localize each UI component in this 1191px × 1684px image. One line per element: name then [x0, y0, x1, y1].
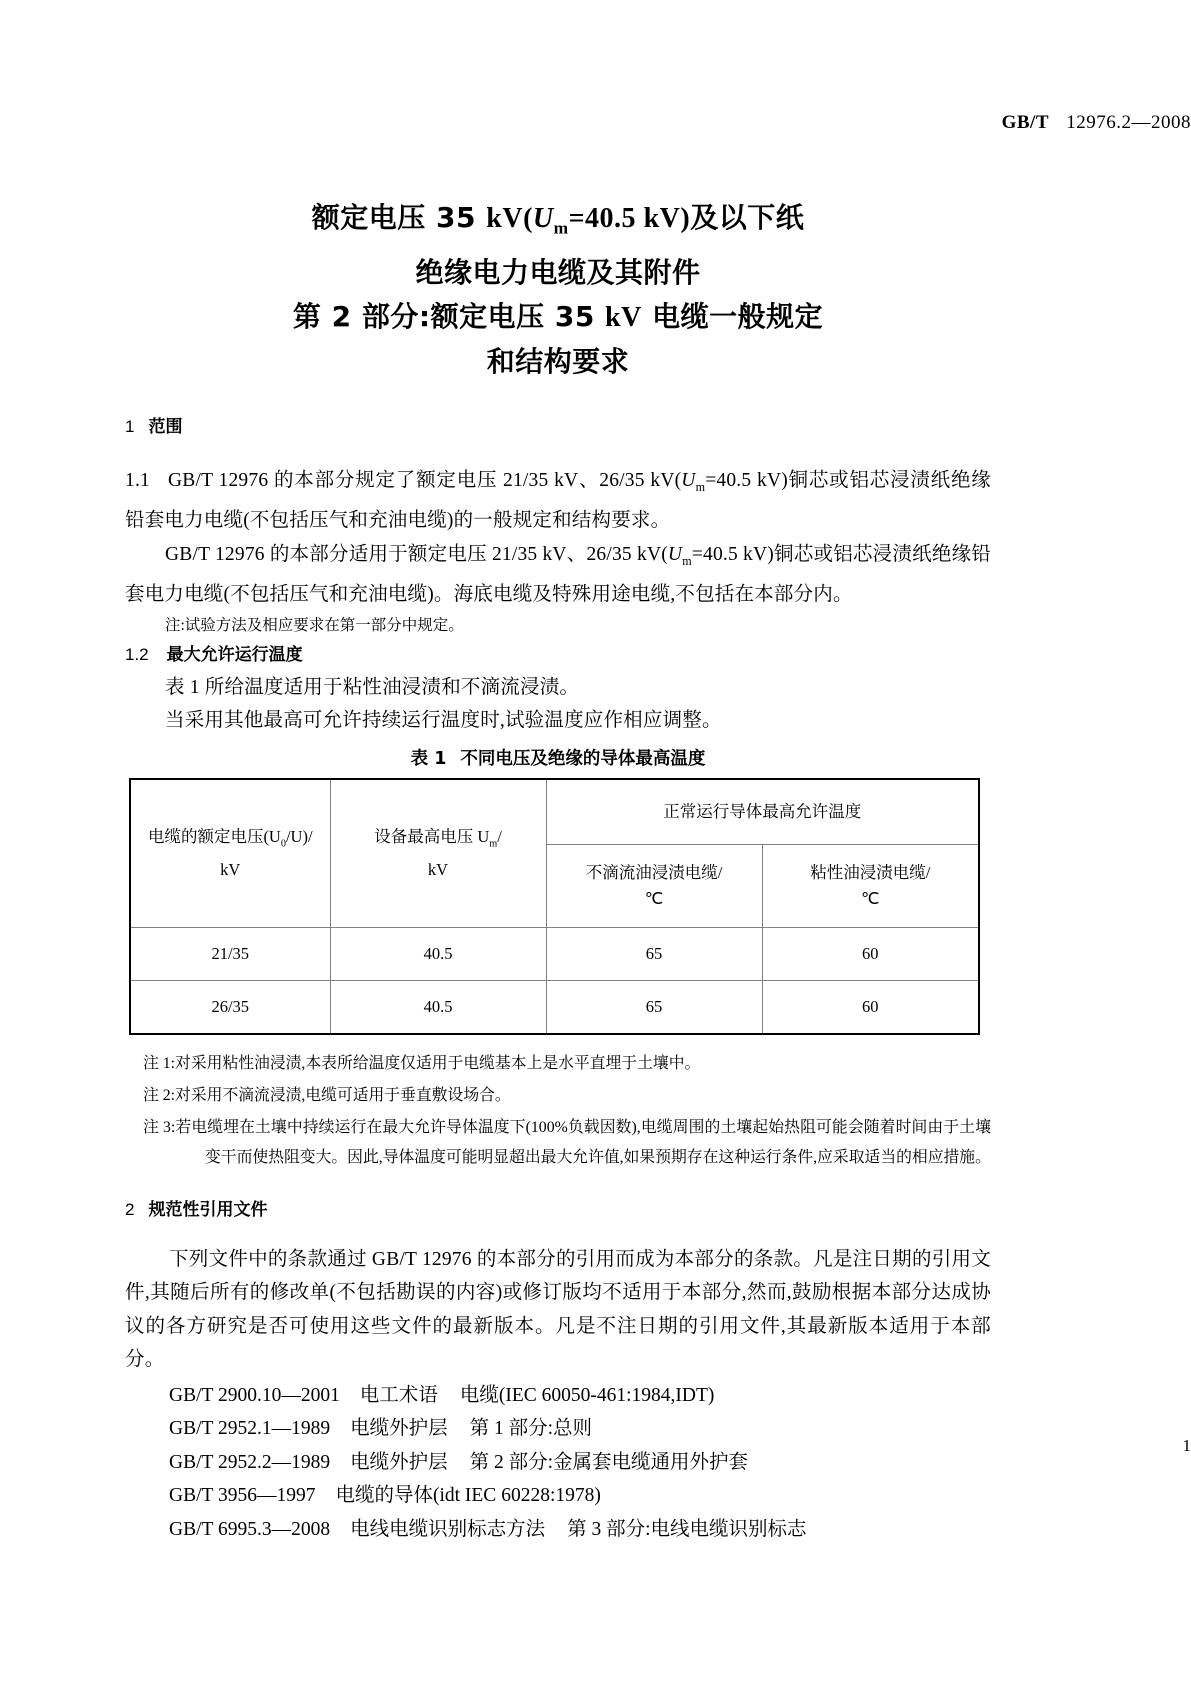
title-line-1-u-symbol: U — [532, 203, 554, 234]
title-line-1-kv: kV — [486, 203, 524, 234]
document-body — [125, 412, 991, 1546]
clause-1-2-label: 最大允许运行温度 — [166, 644, 303, 665]
table-note-2-text: 对采用不滴流浸渍,电缆可适用于垂直敷设场合。 — [175, 1086, 511, 1104]
table-header-um — [330, 779, 546, 928]
table-header-row — [130, 779, 979, 845]
reference-code: GB/T 2900.10—2001 — [169, 1384, 340, 1406]
document-title — [125, 196, 991, 384]
section-2-para — [125, 1243, 991, 1377]
cell-um: 40.5 — [330, 927, 546, 980]
reference-code: GB/T 2952.1—1989 — [169, 1418, 331, 1440]
cell-rated-voltage: 21/35 — [130, 927, 330, 980]
table-note-1 — [143, 1049, 991, 1079]
reference-list — [125, 1379, 991, 1547]
section-2-number: 2 — [125, 1199, 135, 1219]
col3-header-unit: ℃ — [644, 888, 664, 908]
cell-non-drip: 65 — [546, 927, 762, 980]
table-header-rated-voltage — [130, 779, 330, 928]
title-line-1-paren-open: ( — [523, 203, 533, 234]
reference-subtitle: 第 2 部分:金属套电缆通用外护套 — [469, 1451, 749, 1473]
running-header — [1002, 112, 1191, 134]
title-line-1-equals: =40.5 — [568, 203, 644, 234]
reference-title: 电缆外护层 — [350, 1451, 448, 1473]
cell-rated-voltage: 26/35 — [130, 980, 330, 1034]
title-line-3-kv: kV — [605, 301, 642, 333]
title-line-4: 和结构要求 — [486, 344, 630, 378]
list-item — [125, 1446, 991, 1480]
col2-header-sub: m — [489, 837, 498, 849]
col4-header-unit: ℃ — [860, 888, 880, 908]
clause-1-1-note: 注:试验方法及相应要求在第一部分中规定。 — [165, 616, 464, 634]
table-note-3-text: 若电缆埋在土壤中持续运行在最大允许导体温度下(100%负载因数),电缆周围的土壤起始热阻可能会随着时间由于土壤变干而使热阻变大。因此,导体温度可能明显超出最大允许值,如果预期存在这种运行条件,应采取适当的相应措施。 — [175, 1118, 991, 1166]
reference-title: 电线电缆识别标志方法 — [350, 1518, 546, 1540]
list-item — [125, 1513, 991, 1547]
table-row — [130, 927, 979, 980]
clause-1-2-heading — [125, 639, 991, 671]
title-line-1-paren-close: ) — [680, 203, 691, 234]
table-1 — [129, 778, 980, 1035]
reference-code: GB/T 2952.2—1989 — [169, 1451, 331, 1473]
cell-um: 40.5 — [330, 980, 546, 1034]
clause-1-1: 1.1 GB/T 12976 的本部分规定了额定电压 21/35 kV、26/35 $kV(U_m=40.5$ kV)铜芯或铝芯浸渍纸绝缘铅套电力电缆(不包括压气和充油电缆)的一般规定和结构要求。 — [125, 470, 991, 532]
title-line-1-kv2: kV — [643, 203, 681, 234]
cell-non-drip: 65 — [546, 980, 762, 1034]
table-1-notes — [125, 1049, 991, 1173]
clause-1-2-para-2 — [125, 704, 991, 738]
reference-subtitle: 第 1 部分:总则 — [469, 1418, 593, 1440]
table-header-viscous — [762, 844, 979, 927]
table-note-2-label: 注 2: — [143, 1086, 176, 1104]
clause-1-2-para-2-text: 当采用其他最高可允许持续运行温度时,试验温度应作相应调整。 — [165, 710, 722, 732]
table-note-3 — [143, 1113, 991, 1173]
reference-title: 电缆的导体(idt IEC 60228:1978) — [335, 1485, 601, 1507]
list-item — [125, 1379, 991, 1413]
reference-subtitle: 电缆(IEC 60050-461:1984,IDT) — [459, 1384, 715, 1406]
table-note-2 — [143, 1081, 991, 1111]
title-line-1-subscript: m — [553, 218, 569, 238]
table-header-non-drip — [546, 844, 762, 927]
section-1-label: 范围 — [148, 417, 183, 437]
col2-header-main: 设备最高电压 U — [374, 826, 490, 846]
section-2-para-text: 下列文件中的条款通过 GB/T 12976 的本部分的引用而成为本部分的条款。凡是注日期的引用文件,其随后所有的修改单(不包括勘误的内容)或修订版均不适用于本部分,然而,鼓励根据本部分达成协议的各方研究是否可使用这些文件的最新版本。凡是不注日期的引用文件,其最新版本适用于本部分。 — [125, 1248, 991, 1371]
list-item — [125, 1479, 991, 1513]
clause-1-2-number: 1.2 — [125, 644, 149, 664]
table-1-caption-label: 表 1 — [410, 748, 447, 769]
list-item — [125, 1412, 991, 1446]
cell-viscous: 60 — [762, 980, 979, 1034]
standard-prefix: GB/T — [1001, 112, 1049, 133]
reference-title: 电缆外护层 — [350, 1418, 448, 1440]
section-2-label: 规范性引用文件 — [148, 1199, 268, 1220]
table-row — [130, 980, 979, 1034]
title-line-1-pre: 额定电压 35 — [311, 201, 487, 234]
table-header-group: 正常运行导体最高允许温度 — [546, 779, 979, 845]
clause-1-2-para-1 — [125, 671, 991, 705]
reference-subtitle: 第 3 部分:电线电缆识别标志 — [567, 1518, 807, 1540]
clause-1-2-para-1-text: 表 1 所给温度适用于粘性油浸渍和不滴流浸渍。 — [165, 676, 580, 698]
table-1-caption-title: 不同电压及绝缘的导体最高温度 — [460, 748, 706, 769]
clause-1-1-para2: GB/T 12976 的本部分适用于额定电压 21/35 kV、26/35 $kV(U_m=40.5$ kV)铜芯或铝芯浸渍纸绝缘铅套电力电缆(不包括压气和充油电缆)。海底电缆及特殊用途电缆,不包括在本部分内。 — [125, 543, 991, 606]
title-line-1-post: 及以下纸 — [690, 201, 805, 234]
table-note-3-label: 注 3: — [143, 1118, 176, 1136]
clause-1-1-number: 1.1 — [125, 470, 150, 491]
reference-title: 电工术语 — [359, 1384, 438, 1406]
page-number: 1 — [1182, 1436, 1191, 1455]
title-line-3 — [125, 295, 991, 340]
title-line-3-pre: 第 2 部分:额定电压 35 — [292, 299, 606, 333]
col3-header-main: 不滴流油浸渍电缆/ — [585, 862, 723, 882]
col1-header-sub: 0 — [280, 837, 286, 849]
col1-header-main2: /U)/ — [285, 826, 313, 846]
cell-viscous: 60 — [762, 927, 979, 980]
col2-header-main2: / — [497, 826, 502, 846]
table-1-caption — [125, 746, 991, 772]
section-1-number: 1 — [125, 417, 135, 436]
col4-header-main: 粘性油浸渍电缆/ — [810, 862, 931, 882]
title-line-2: 绝缘电力电缆及其附件 — [415, 255, 701, 289]
reference-code: GB/T 3956—1997 — [169, 1485, 316, 1507]
reference-code: GB/T 6995.3—2008 — [169, 1518, 331, 1540]
col1-header-main: 电缆的额定电压(U — [147, 826, 281, 846]
title-line-3-post: 电缆一般规定 — [641, 299, 824, 333]
section-heading-1 — [125, 412, 991, 442]
table-note-1-label: 注 1: — [143, 1054, 176, 1072]
standard-number: 12976.2—2008 — [1066, 112, 1191, 133]
title-line-1 — [125, 196, 991, 251]
table-note-1-text: 对采用粘性油浸渍,本表所给温度仅适用于电缆基本上是水平直埋于土壤中。 — [175, 1054, 701, 1072]
col1-header-unit: kV — [220, 859, 241, 879]
col2-header-unit: kV — [427, 859, 449, 879]
section-heading-2 — [125, 1195, 991, 1225]
